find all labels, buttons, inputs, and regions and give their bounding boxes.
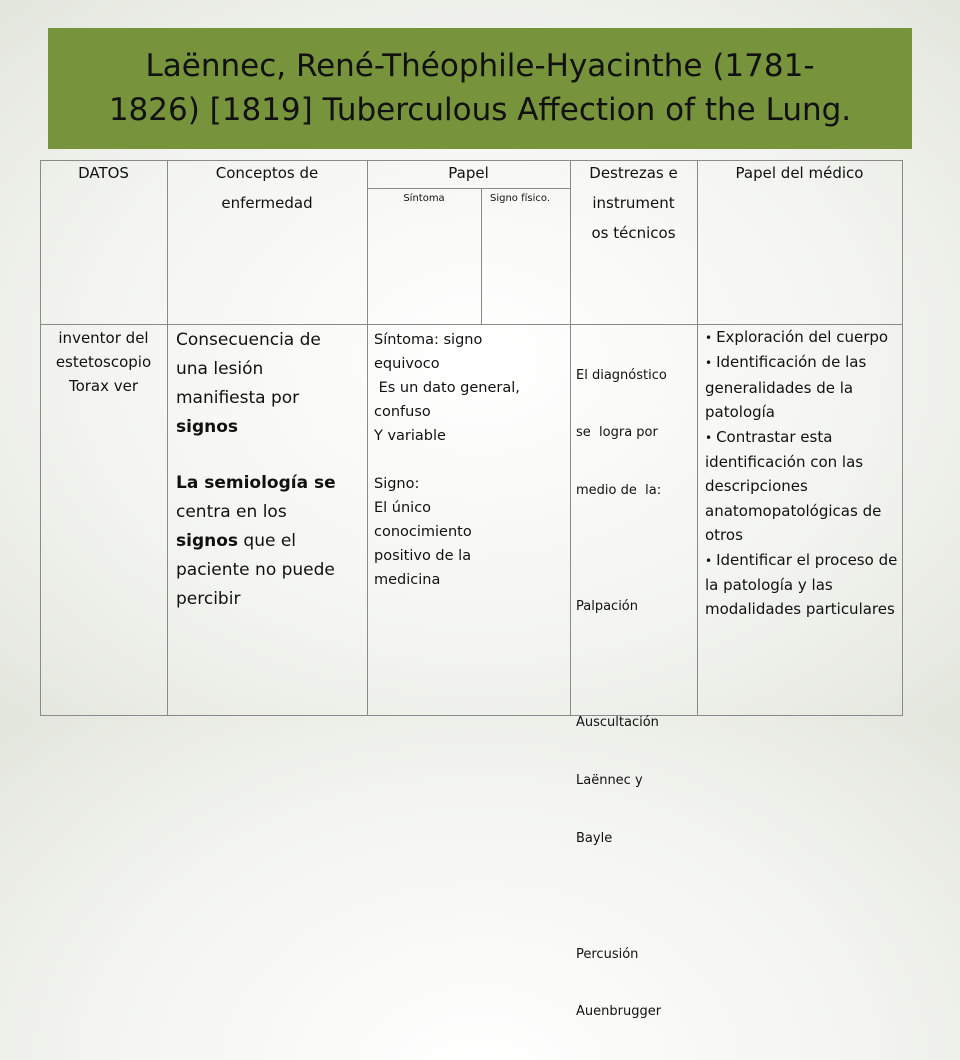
cell-line: El único [374,500,432,516]
cell-line: Y variable [374,428,446,444]
cell-conceptos [176,326,366,614]
cell-line: conocimiento [374,524,472,540]
cell-line: Bayle [576,830,613,846]
header-destrezas-line: os técnicos [591,224,676,242]
cell-line: se logra por [576,425,658,441]
spacer [374,448,568,472]
header-conceptos [167,158,367,218]
cell-line: Percusión [576,946,639,962]
header-destrezas-line: Destrezas e [589,164,678,182]
grid-line [167,160,168,715]
header-signo-fisico: Signo físico. [490,193,551,204]
bullet-list [705,325,901,622]
spacer [576,539,696,558]
cell-line: estetoscopio [55,353,152,371]
bullet-item [705,350,901,424]
cell-line: equivoco [374,356,440,372]
cell-line: medio de la: [576,483,662,499]
spacer [576,887,696,906]
cell-line: Auscultación [576,714,659,730]
cell-line: medicina [374,572,441,588]
bullet-item [705,325,901,350]
grid-line [367,188,570,189]
header-sintoma: Síntoma [403,193,445,204]
cell-line: Torax ver [68,377,139,395]
spacer [176,442,366,469]
bullet-item [705,425,901,548]
cell-line: centra en los [176,502,287,522]
cell-papel-medico [705,325,901,622]
cell-datos [40,326,167,398]
bullet-text: Identificación de las generalidades de la patología [705,353,867,422]
title-line-1: Laënnec, René-Théophile-Hyacinthe (1781- [145,48,815,84]
cell-line: paciente no puede [176,560,335,580]
header-destrezas-line: instrument [592,194,675,212]
grid-line [902,160,903,715]
cell-line: Auenbrugger [576,1004,662,1020]
cell-line: confuso [374,404,431,420]
title-line-2: 1826) [1819] Tuberculous Affection of the Lung. [108,92,852,128]
bullet-text: Exploración del cuerpo [716,328,889,346]
bullet-item [705,548,901,622]
grid-line [40,160,41,715]
cell-line: El diagnóstico [576,367,667,383]
grid-line [697,160,698,715]
cell-line: una lesión [176,359,264,379]
cell-line: Signo: [374,476,420,492]
cell-destrezas [576,327,696,1060]
cell-line: Consecuencia de [176,330,321,350]
cell-line-bold: signos [176,417,239,437]
grid-line [481,188,482,324]
bullet-text: Contrastar esta identificación con las descripciones anatomopatológicas de otros [705,427,882,545]
cell-line: Palpación [576,599,639,615]
header-papel: Papel [448,164,489,182]
cell-line [176,527,366,556]
header-papel-medico: Papel del médico [735,164,864,182]
header-destrezas [570,158,697,248]
bullet-text: Identificar el proceso de la patología y las modalidades particulares [705,550,898,619]
cell-line-bold: La semiología se [176,473,336,493]
header-conceptos-line: Conceptos de [215,164,319,182]
cell-line: Laënnec y [576,772,643,788]
bold-word: signos [176,531,239,551]
title-banner [48,28,912,149]
cell-line: inventor del [58,329,149,347]
cell-line: percibir [176,589,241,609]
cell-text: que el [238,531,297,551]
grid-line [40,715,903,716]
header-conceptos-line: enfermedad [221,194,313,212]
cell-line: positivo de la [374,548,472,564]
cell-line: Es un dato general, [374,380,520,396]
grid-line [367,160,368,715]
header-datos: DATOS [78,164,129,182]
spacer [576,655,696,674]
cell-line: Síntoma: signo [374,332,483,348]
cell-line: manifiesta por [176,388,300,408]
cell-papel [374,328,568,592]
